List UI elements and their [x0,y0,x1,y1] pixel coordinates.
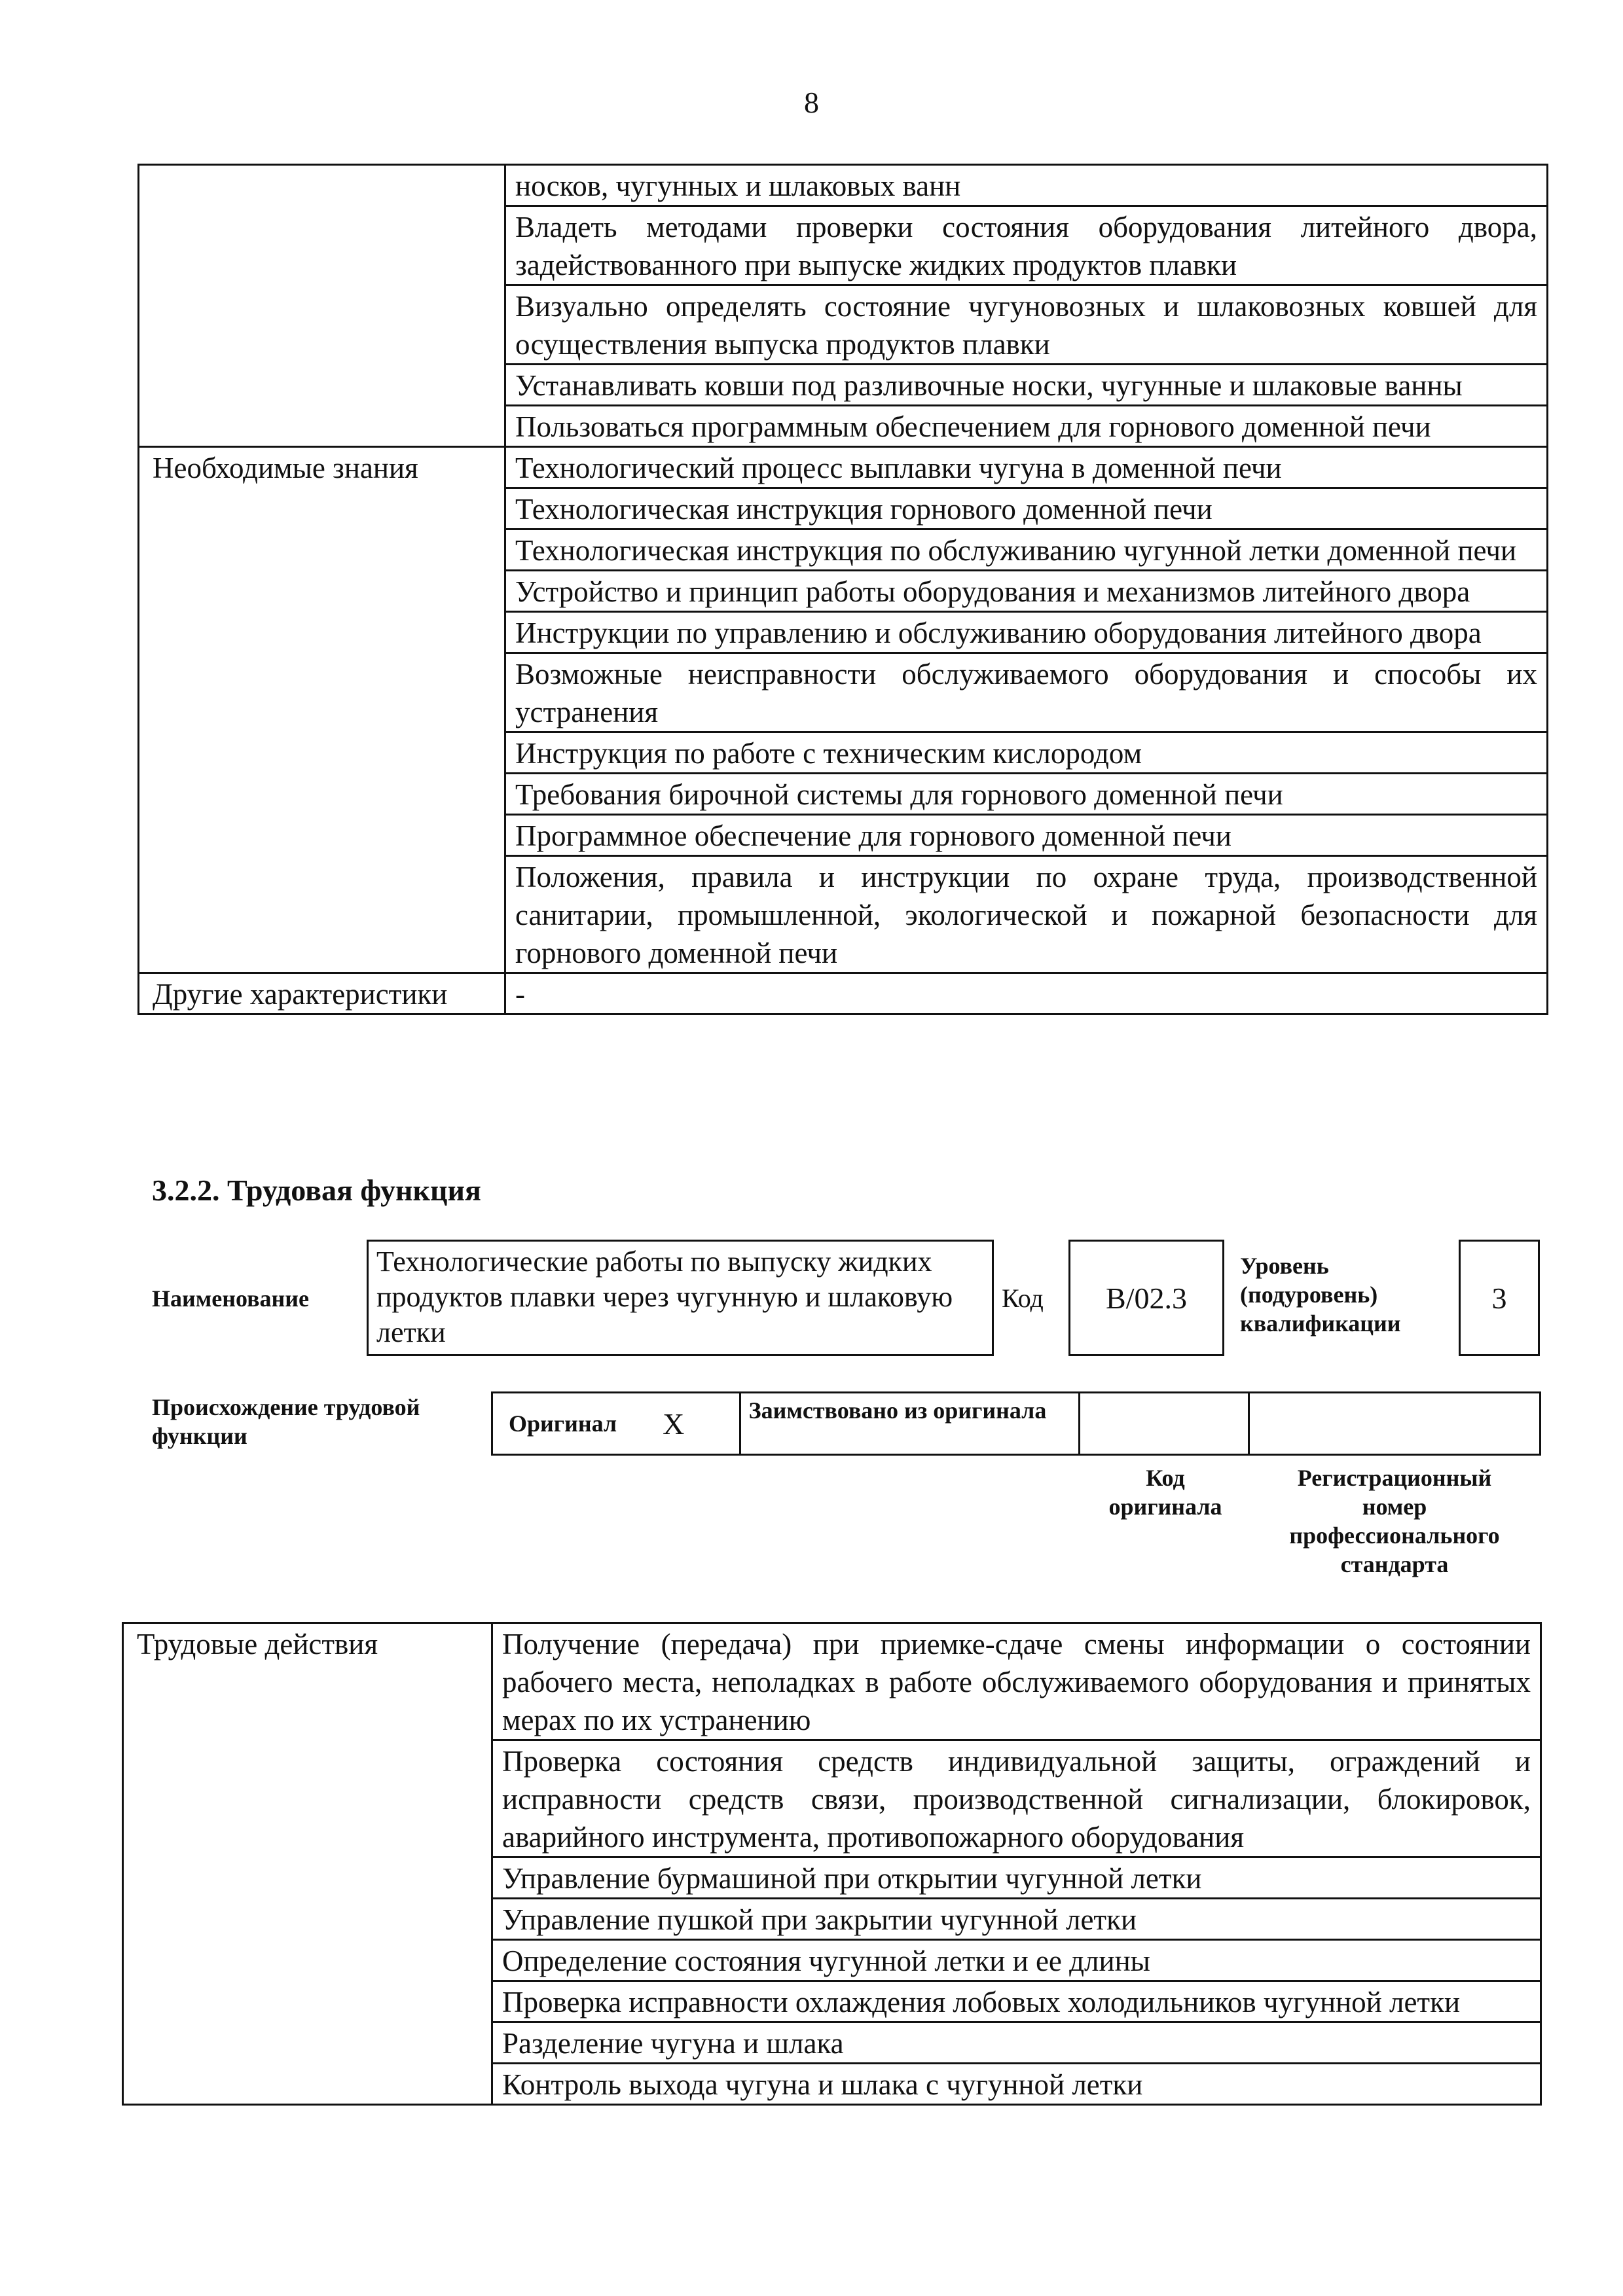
section-heading: 3.2.2. Трудовая функция [152,1174,481,1207]
knowledge-item: Технологическая инструкция по обслуживанию чугунной летки доменной печи [505,529,1548,571]
knowledge-item: Возможные неисправности обслуживаемого оборудования и способы их устранения [505,653,1548,732]
origin-borrowed-label: Заимствовано из оригинала [741,1393,1080,1454]
origin-reg-number-cell [1250,1393,1539,1454]
knowledge-label: Необходимые знания [139,447,505,973]
function-name-value: Технологические работы по выпуску жидких продуктов плавки через чугунную и шлаковую летки [367,1240,994,1356]
qualification-level-label: Уровень (подуровень) квалификации [1240,1253,1401,1336]
skills-knowledge-table [137,164,1548,1015]
skill-item: Визуально определять состояние чугуновозных и шлаковозных ковшей для осуществления выпуска продуктов плавки [505,285,1548,365]
origin-label: Происхождение трудовой функции [152,1394,420,1449]
origin-original-label: Оригинал [509,1410,617,1437]
skill-item: Пользоваться программным обеспечением для горнового доменной печи [505,406,1548,447]
labor-action-item: Разделение чугуна и шлака [492,2022,1541,2064]
labor-action-item: Проверка состояния средств индивидуальной защиты, ограждений и исправности средств связи, производственной сигнализации, блокировок, аварийного инструмента, противопожарного оборудования [492,1740,1541,1857]
skill-item: Устанавливать ковши под разливочные носки, чугунные и шлаковые ванны [505,365,1548,406]
labor-action-item: Управление бурмашиной при открытии чугунной летки [492,1857,1541,1899]
skill-item: носков, чугунных и шлаковых ванн [505,165,1548,206]
knowledge-item: Инструкции по управлению и обслуживанию оборудования литейного двора [505,612,1548,653]
origin-original-cell [493,1393,741,1454]
origin-code-caption: Код оригинала [1108,1465,1222,1520]
function-name-label: Наименование [152,1285,309,1312]
labor-action-item: Проверка исправности охлаждения лобовых холодильников чугунной летки [492,1981,1541,2022]
origin-row [491,1391,1541,1456]
labor-action-item: Контроль выхода чугуна и шлака с чугунной летки [492,2064,1541,2105]
knowledge-item: Инструкция по работе с техническим кислородом [505,732,1548,774]
labor-actions-table [122,1622,1542,2106]
origin-code-cell [1080,1393,1250,1454]
function-code-value: B/02.3 [1068,1240,1224,1356]
knowledge-item: Технологический процесс выплавки чугуна в доменной печи [505,447,1548,488]
knowledge-item: Положения, правила и инструкции по охране труда, производственной санитарии, промышленной, экологической и пожарной безопасности для горнового доменной печи [505,856,1548,973]
skill-item: Владеть методами проверки состояния оборудования литейного двора, задействованного при выпуске жидких продуктов плавки [505,206,1548,285]
knowledge-item: Программное обеспечение для горнового доменной печи [505,815,1548,856]
origin-original-mark: X [663,1407,685,1441]
knowledge-item: Требования бирочной системы для горнового доменной печи [505,774,1548,815]
labor-actions-label: Трудовые действия [123,1623,492,2105]
knowledge-item: Технологическая инструкция горнового доменной печи [505,488,1548,529]
skills-label-cell [139,165,505,447]
qualification-level-value: 3 [1459,1240,1540,1356]
function-code-label: Код [1002,1283,1044,1313]
labor-action-item: Управление пушкой при закрытии чугунной летки [492,1899,1541,1940]
page-number: 8 [804,86,819,119]
other-characteristics-label: Другие характеристики [139,973,505,1014]
labor-action-item: Получение (передача) при приемке-сдаче смены информации о состоянии рабочего места, неполадках в работе обслуживаемого оборудования и принятых мерах по их устранению [492,1623,1541,1740]
other-characteristics-value: - [505,973,1548,1014]
labor-action-item: Определение состояния чугунной летки и ее длины [492,1940,1541,1981]
knowledge-item: Устройство и принцип работы оборудования и механизмов литейного двора [505,571,1548,612]
origin-reg-caption: Регистрационный номер профессионального стандарта [1289,1465,1500,1577]
